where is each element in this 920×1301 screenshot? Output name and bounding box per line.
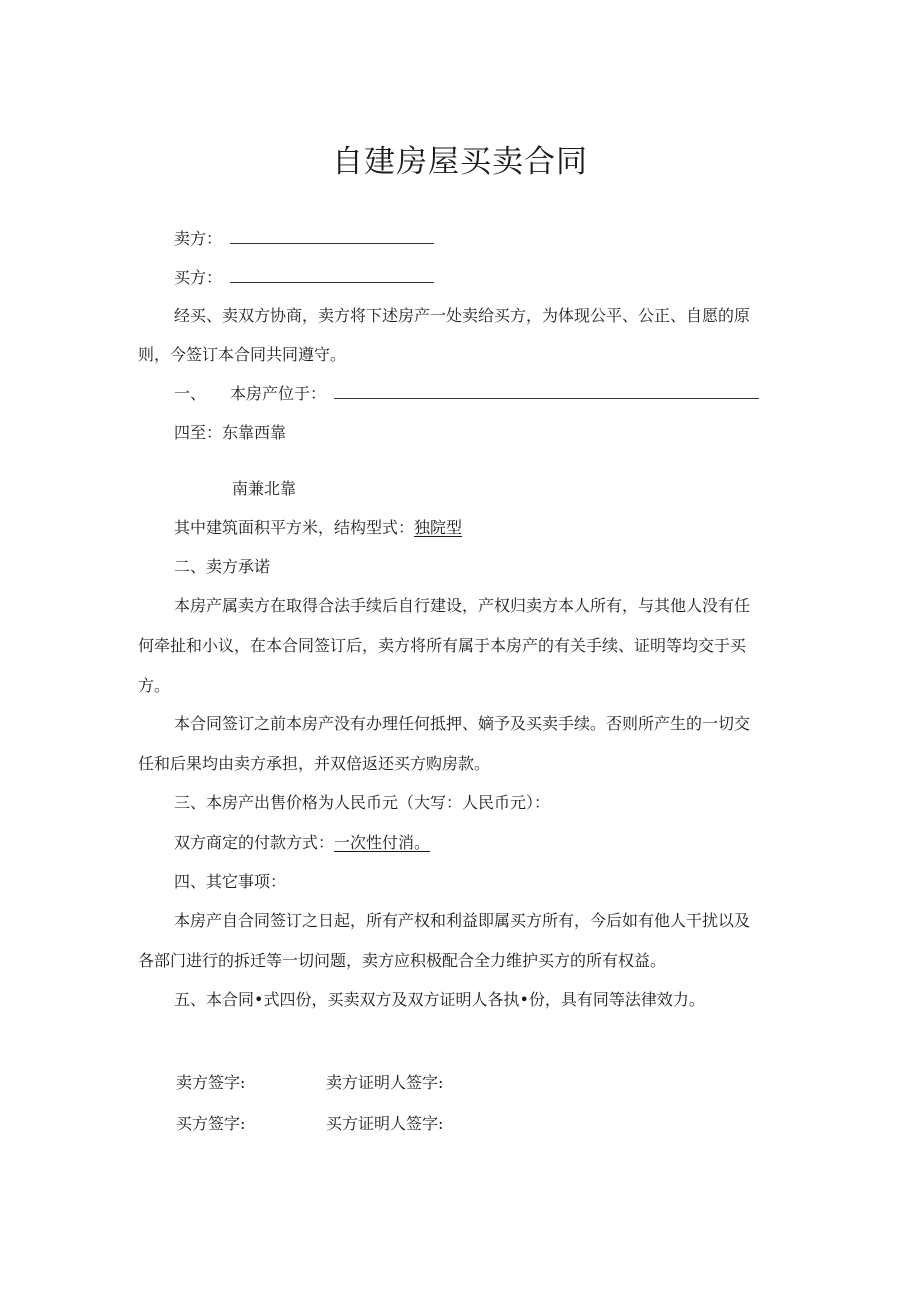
section-2-p1-line-2: 何牵扯和小议，在本合同签订后，卖方将所有属于本房产的有关手续、证明等均交于买 xyxy=(138,636,747,655)
buyer-blank-line xyxy=(230,268,434,283)
section-1-location xyxy=(174,384,759,404)
intro-line-2: 则，今签订本合同共同遵守。 xyxy=(138,345,347,364)
buyer-signature-label: 买方签字: xyxy=(176,1114,246,1133)
structure-type-value: 独院型 xyxy=(414,518,463,537)
area-prefix: 其中建筑面积平方米，结构型式： xyxy=(174,518,415,537)
section-3-heading: 三、本房产出售价格为人民币元（大写：人民币元）： xyxy=(174,793,551,812)
section-1-number: 一、 xyxy=(174,384,207,403)
section-4-p1-line-2: 各部门进行的拆迁等一切问题，卖方应积极配合全力维护买方的所有权益。 xyxy=(138,951,667,970)
buyer-label: 买方： xyxy=(174,268,223,287)
payment-method-value: 一次性付消。 xyxy=(334,833,431,852)
section-5-text: 五、本合同•式四份，买卖双方及双方证明人各执•份，具有同等法律效力。 xyxy=(174,990,705,1009)
section-2-heading: 二、卖方承诺 xyxy=(174,557,271,576)
payment-method-line xyxy=(174,833,430,853)
seller-blank-line xyxy=(230,229,434,244)
section-2-p2-line-1: 本合同签订之前本房产没有办理任何抵押、嫡予及买卖手续。否则所产生的一切交 xyxy=(174,714,751,733)
location-label: 本房产位于： xyxy=(230,384,327,403)
buyer-field xyxy=(174,268,434,288)
section-2-p1-line-1: 本房产属卖方在取得合法手续后自行建设，产权归卖方本人所有，与其他人没有任 xyxy=(174,596,751,615)
contract-title: 自建房屋买卖合同 xyxy=(332,144,588,180)
area-structure-line xyxy=(174,518,462,538)
intro-line-1: 经买、卖双方协商，卖方将下述房产一处卖给买方，为体现公平、公正、自愿的原 xyxy=(174,306,751,325)
buyer-witness-signature-label: 买方证明人签字: xyxy=(326,1114,444,1133)
section-2-p2-line-2: 任和后果均由卖方承担，并双倍返还买方购房款。 xyxy=(138,754,491,773)
boundaries-line-2: 南兼北靠 xyxy=(232,479,297,498)
payment-prefix: 双方商定的付款方式： xyxy=(174,833,335,852)
seller-signature-label: 卖方签字: xyxy=(176,1073,246,1092)
seller-label: 卖方： xyxy=(174,229,223,248)
seller-witness-signature-label: 卖方证明人签字: xyxy=(326,1073,444,1092)
section-2-p1-line-3: 方。 xyxy=(138,676,171,695)
seller-field xyxy=(174,229,434,249)
location-blank-line xyxy=(334,384,759,399)
section-4-heading: 四、其它事项： xyxy=(174,872,287,891)
section-4-p1-line-1: 本房产自合同签订之日起，所有产权和利益即属买方所有，今后如有他人干扰以及 xyxy=(174,911,751,930)
boundaries-line-1: 四至：东靠西靠 xyxy=(174,423,287,442)
